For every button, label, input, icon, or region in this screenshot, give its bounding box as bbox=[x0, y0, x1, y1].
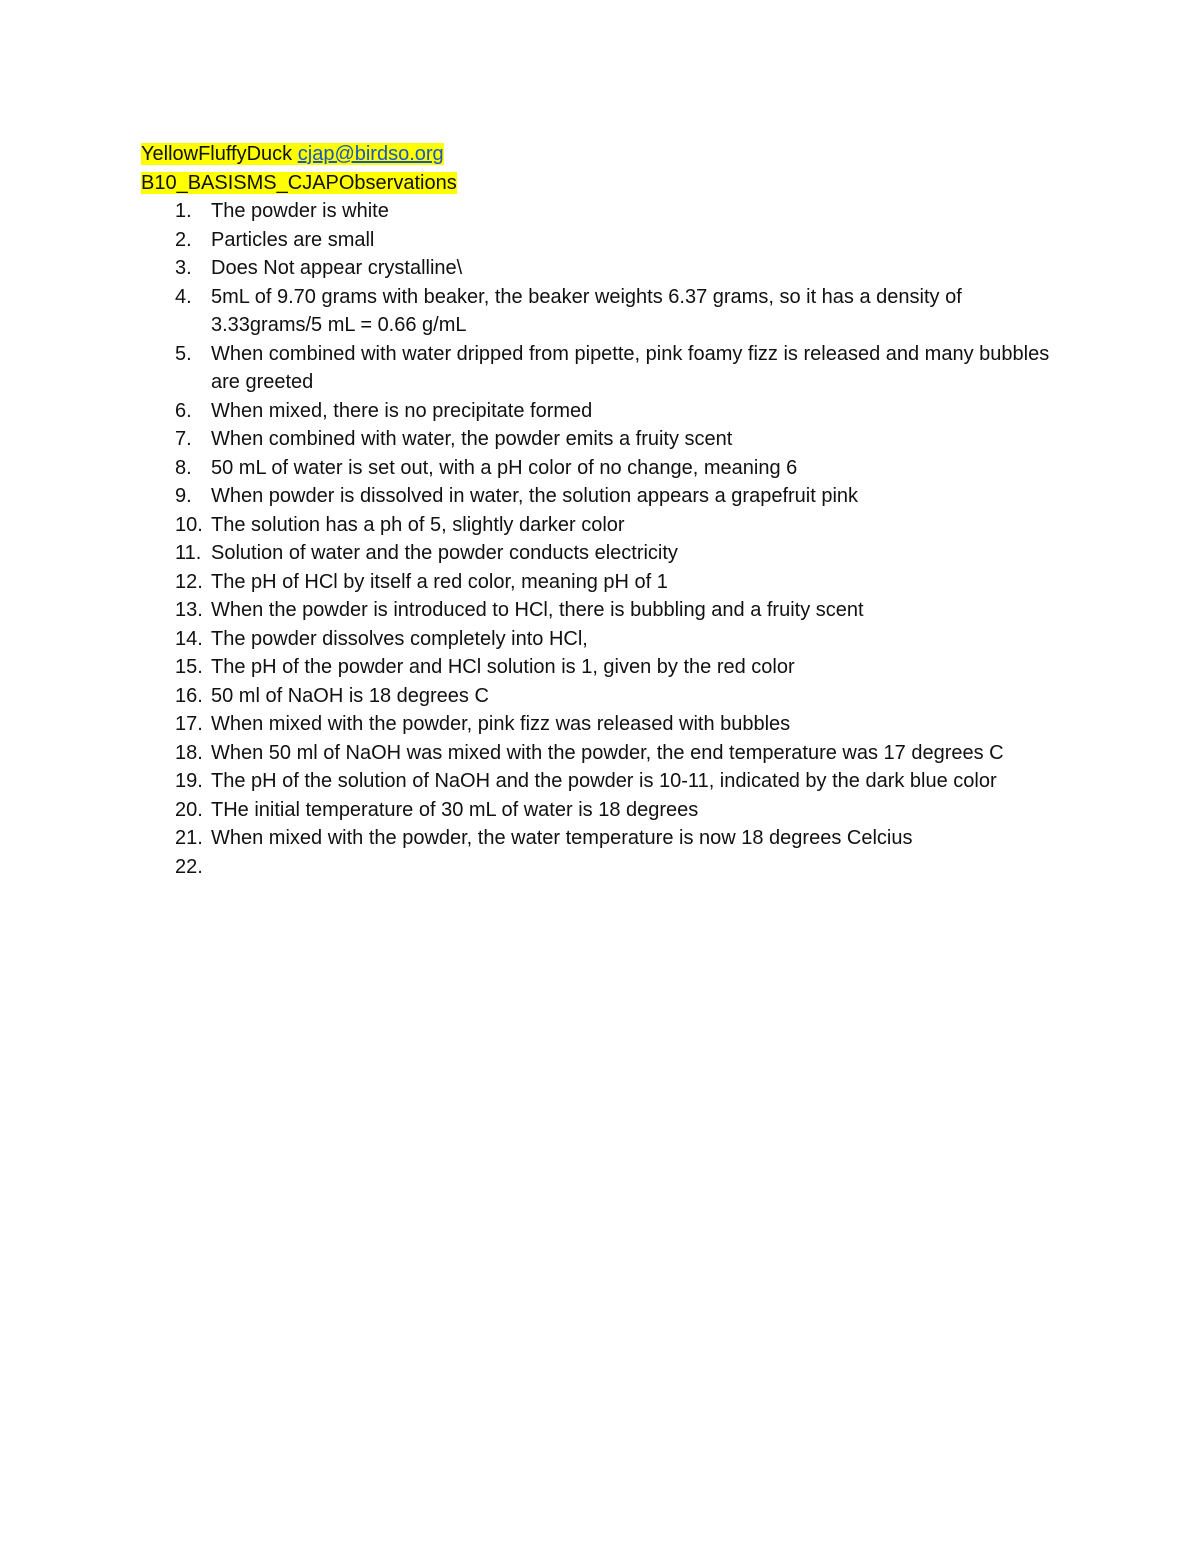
list-item-number: 15. bbox=[175, 656, 203, 678]
list-item-number: 2. bbox=[175, 228, 192, 251]
list-item-text: The pH of the powder and HCl solution is 1, given by the red color bbox=[211, 656, 795, 678]
list-item-number: 20. bbox=[175, 798, 203, 821]
list-item-number: 16. bbox=[175, 684, 203, 707]
list-item-text: When combined with water dripped from pipette, pink foamy fizz is released and many bubbles are greeted bbox=[211, 342, 1050, 393]
list-item-number: 22. bbox=[175, 855, 203, 878]
list-item-text: When combined with water, the powder emits a fruity scent bbox=[211, 428, 733, 450]
list-item-number: 8. bbox=[175, 456, 192, 479]
list-item-number: 1. bbox=[175, 200, 192, 222]
list-item-text: The solution has a ph of 5, slightly darker color bbox=[211, 513, 625, 536]
list-item bbox=[141, 454, 1071, 483]
observations-list bbox=[141, 197, 1071, 878]
subtitle-line bbox=[141, 169, 1071, 198]
list-item-text: 50 ml of NaOH is 18 degrees C bbox=[211, 684, 489, 707]
list-item-number: 21. bbox=[175, 827, 203, 849]
list-item bbox=[141, 710, 1071, 739]
list-item bbox=[141, 397, 1071, 426]
list-item-text: The powder is white bbox=[211, 200, 389, 222]
list-item bbox=[141, 425, 1071, 454]
list-item bbox=[141, 197, 1071, 226]
list-item bbox=[141, 596, 1071, 625]
list-item-text: The pH of HCl by itself a red color, meaning pH of 1 bbox=[211, 570, 668, 593]
list-item-number: 12. bbox=[175, 570, 203, 593]
list-item bbox=[141, 767, 1071, 796]
document-body bbox=[141, 140, 1071, 878]
list-item-text: When 50 ml of NaOH was mixed with the powder, the end temperature was 17 degrees C bbox=[211, 741, 1004, 764]
list-item bbox=[141, 653, 1071, 682]
list-item-text: Solution of water and the powder conducts electricity bbox=[211, 542, 678, 564]
list-item-number: 18. bbox=[175, 741, 203, 764]
list-item bbox=[141, 254, 1071, 283]
list-item bbox=[141, 539, 1071, 568]
list-item-text: When the powder is introduced to HCl, there is bubbling and a fruity scent bbox=[211, 599, 864, 621]
list-item bbox=[141, 568, 1071, 597]
list-item-number: 4. bbox=[175, 285, 192, 308]
list-item bbox=[141, 739, 1071, 768]
list-item-text: 5mL of 9.70 grams with beaker, the beaker weights 6.37 grams, so it has a density of 3.33grams/5 mL = 0.66 g/mL bbox=[211, 285, 962, 336]
list-item bbox=[141, 625, 1071, 654]
list-item bbox=[141, 283, 1071, 340]
list-item-number: 10. bbox=[175, 513, 203, 536]
list-item bbox=[141, 796, 1071, 825]
list-item-number: 11. bbox=[175, 542, 202, 564]
list-item-number: 13. bbox=[175, 599, 203, 621]
list-item-number: 3. bbox=[175, 257, 192, 279]
list-item-text: The pH of the solution of NaOH and the powder is 10-11, indicated by the dark blue color bbox=[211, 770, 997, 792]
list-item-text: When mixed with the powder, pink fizz was released with bubbles bbox=[211, 713, 791, 735]
list-item-text: Does Not appear crystalline\ bbox=[211, 257, 463, 279]
author-name-highlight bbox=[141, 143, 444, 165]
list-item-text: The powder dissolves completely into HCl, bbox=[211, 627, 588, 650]
list-item bbox=[141, 340, 1071, 397]
list-item-text: When powder is dissolved in water, the solution appears a grapefruit pink bbox=[211, 485, 859, 507]
list-item bbox=[141, 482, 1071, 511]
list-item bbox=[141, 682, 1071, 711]
list-item-text: 50 mL of water is set out, with a pH color of no change, meaning 6 bbox=[211, 456, 798, 479]
list-item-number: 19. bbox=[175, 770, 203, 792]
list-item-text: THe initial temperature of 30 mL of water is 18 degrees bbox=[211, 798, 699, 821]
list-item-number: 5. bbox=[175, 342, 192, 365]
document-subtitle: B10_BASISMS_CJAPObservations bbox=[141, 171, 457, 194]
list-item-text: When mixed, there is no precipitate formed bbox=[211, 399, 593, 422]
header-line bbox=[141, 140, 1071, 169]
list-item bbox=[141, 511, 1071, 540]
list-item-number: 14. bbox=[175, 627, 203, 650]
list-item-number: 6. bbox=[175, 399, 192, 422]
email-link[interactable]: cjap@birdso.org bbox=[297, 143, 444, 165]
list-item bbox=[141, 824, 1071, 853]
author-name: YellowFluffyDuck bbox=[141, 143, 293, 165]
list-item-number: 17. bbox=[175, 713, 203, 735]
list-item-number: 9. bbox=[175, 485, 192, 507]
list-item-text: Particles are small bbox=[211, 228, 375, 251]
list-item-number: 7. bbox=[175, 428, 192, 450]
list-item bbox=[141, 226, 1071, 255]
list-item-text: When mixed with the powder, the water temperature is now 18 degrees Celcius bbox=[211, 827, 913, 849]
